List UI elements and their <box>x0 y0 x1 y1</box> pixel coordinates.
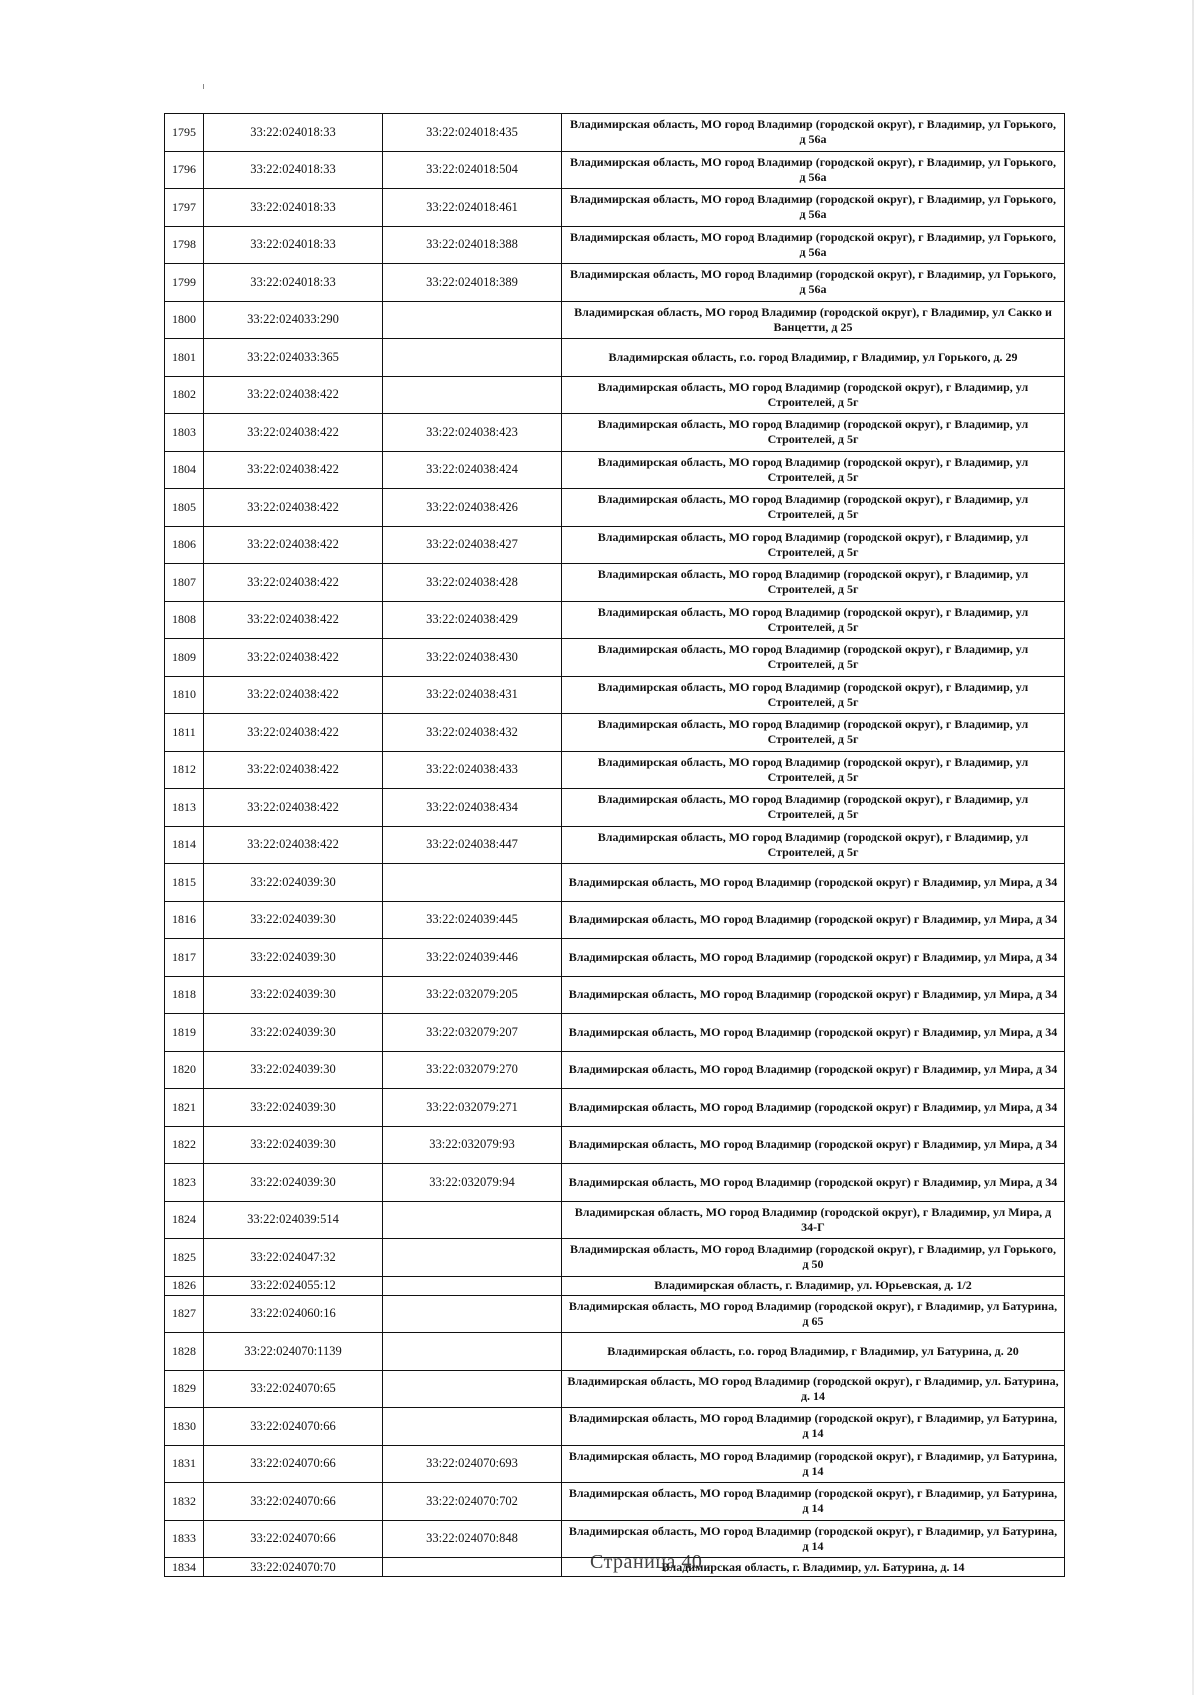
cadastral-number-cell: 33:22:024038:422 <box>204 826 383 864</box>
table-row <box>165 639 1065 677</box>
row-number-cell: 1802 <box>165 376 204 414</box>
cadastral-number-cell: 33:22:024038:422 <box>204 414 383 452</box>
object-number-cell: 33:22:032079:271 <box>383 1089 562 1127</box>
row-number-cell: 1834 <box>165 1558 204 1577</box>
table-row <box>165 751 1065 789</box>
table-row <box>165 601 1065 639</box>
object-number-cell <box>383 1201 562 1239</box>
cadastral-number-cell: 33:22:024039:30 <box>204 1051 383 1089</box>
object-number-cell: 33:22:024038:432 <box>383 714 562 752</box>
row-number-cell: 1826 <box>165 1276 204 1295</box>
address-cell: Владимирская область, г. Владимир, ул. Юрьевская, д. 1/2 <box>562 1276 1065 1295</box>
scan-mark <box>203 84 204 89</box>
row-number-cell: 1832 <box>165 1483 204 1521</box>
address-cell: Владимирская область, МО город Владимир (городской округ), г Владимир, ул Горького, д 56а <box>562 189 1065 227</box>
table-row <box>165 1408 1065 1446</box>
cadastral-number-cell: 33:22:024038:422 <box>204 751 383 789</box>
cadastral-number-cell: 33:22:024070:66 <box>204 1483 383 1521</box>
object-number-cell: 33:22:024018:389 <box>383 264 562 302</box>
table-row <box>165 489 1065 527</box>
table-row <box>165 1089 1065 1127</box>
table-row <box>165 1483 1065 1521</box>
table-row <box>165 826 1065 864</box>
address-cell: Владимирская область, МО город Владимир (городской округ), г Владимир, ул Строителей, д 5г <box>562 526 1065 564</box>
table-row <box>165 676 1065 714</box>
address-cell: Владимирская область, МО город Владимир (городской округ), г Владимир, ул Батурина, д 14 <box>562 1520 1065 1558</box>
object-number-cell <box>383 301 562 339</box>
table-row <box>165 789 1065 827</box>
address-cell: Владимирская область, МО город Владимир (городской округ), г Владимир, ул Строителей, д 5г <box>562 714 1065 752</box>
object-number-cell <box>383 1333 562 1371</box>
table-row <box>165 226 1065 264</box>
table-row <box>165 939 1065 977</box>
address-cell: Владимирская область, МО город Владимир (городской округ), г Владимир, ул Строителей, д 5г <box>562 489 1065 527</box>
object-number-cell: 33:22:032079:205 <box>383 976 562 1014</box>
cadastral-number-cell: 33:22:024039:30 <box>204 1126 383 1164</box>
address-cell: Владимирская область, МО город Владимир (городской округ), г Владимир, ул Горького, д 56а <box>562 264 1065 302</box>
row-number-cell: 1810 <box>165 676 204 714</box>
object-number-cell: 33:22:024039:446 <box>383 939 562 977</box>
object-number-cell: 33:22:024018:461 <box>383 189 562 227</box>
address-cell: Владимирская область, МО город Владимир (городской округ), г Владимир, ул Батурина, д 14 <box>562 1483 1065 1521</box>
object-number-cell: 33:22:024018:388 <box>383 226 562 264</box>
row-number-cell: 1813 <box>165 789 204 827</box>
scan-edge <box>1192 0 1194 1695</box>
cadastral-number-cell: 33:22:024039:30 <box>204 1089 383 1127</box>
object-number-cell: 33:22:024038:430 <box>383 639 562 677</box>
row-number-cell: 1827 <box>165 1295 204 1333</box>
table-row <box>165 1126 1065 1164</box>
address-cell: Владимирская область, МО город Владимир (городской округ), г Владимир, ул Батурина, д 14 <box>562 1408 1065 1446</box>
row-number-cell: 1821 <box>165 1089 204 1127</box>
table-row <box>165 1201 1065 1239</box>
table-row <box>165 1239 1065 1277</box>
row-number-cell: 1825 <box>165 1239 204 1277</box>
row-number-cell: 1816 <box>165 901 204 939</box>
address-cell: Владимирская область, МО город Владимир (городской округ) г Владимир, ул Мира, д 34 <box>562 864 1065 902</box>
object-number-cell: 33:22:024038:428 <box>383 564 562 602</box>
cadastral-number-cell: 33:22:024039:30 <box>204 939 383 977</box>
address-cell: Владимирская область, г.о. город Владимир, г Владимир, ул Батурина, д. 20 <box>562 1333 1065 1371</box>
row-number-cell: 1831 <box>165 1445 204 1483</box>
cadastral-number-cell: 33:22:024038:422 <box>204 789 383 827</box>
object-number-cell: 33:22:024038:424 <box>383 451 562 489</box>
cadastral-number-cell: 33:22:024070:1139 <box>204 1333 383 1371</box>
object-number-cell: 33:22:024070:848 <box>383 1520 562 1558</box>
table-row <box>165 189 1065 227</box>
address-cell: Владимирская область, МО город Владимир (городской округ), г Владимир, ул Горького, д 56а <box>562 114 1065 152</box>
cadastral-number-cell: 33:22:024070:65 <box>204 1370 383 1408</box>
cadastral-number-cell: 33:22:024070:70 <box>204 1558 383 1577</box>
cadastral-number-cell: 33:22:024060:16 <box>204 1295 383 1333</box>
address-cell: Владимирская область, МО город Владимир (городской округ), г Владимир, ул Строителей, д 5г <box>562 676 1065 714</box>
row-number-cell: 1830 <box>165 1408 204 1446</box>
cadastral-number-cell: 33:22:024038:422 <box>204 564 383 602</box>
row-number-cell: 1820 <box>165 1051 204 1089</box>
object-number-cell: 33:22:024038:423 <box>383 414 562 452</box>
row-number-cell: 1815 <box>165 864 204 902</box>
table-row <box>165 376 1065 414</box>
address-cell: Владимирская область, МО город Владимир (городской округ) г Владимир, ул Мира, д 34 <box>562 1089 1065 1127</box>
address-cell: Владимирская область, МО город Владимир (городской округ), г Владимир, ул Строителей, д 5г <box>562 826 1065 864</box>
address-cell: Владимирская область, МО город Владимир (городской округ), г Владимир, ул Горького, д 50 <box>562 1239 1065 1277</box>
cadastral-number-cell: 33:22:024039:30 <box>204 864 383 902</box>
cadastral-number-cell: 33:22:024038:422 <box>204 489 383 527</box>
row-number-cell: 1805 <box>165 489 204 527</box>
address-cell: Владимирская область, МО город Владимир (городской округ), г Владимир, ул Батурина, д 65 <box>562 1295 1065 1333</box>
row-number-cell: 1796 <box>165 151 204 189</box>
address-cell: Владимирская область, МО город Владимир (городской округ), г Владимир, ул Горького, д 56а <box>562 151 1065 189</box>
object-number-cell <box>383 1370 562 1408</box>
address-cell: Владимирская область, МО город Владимир (городской округ), г Владимир, ул Горького, д 56а <box>562 226 1065 264</box>
cadastral-number-cell: 33:22:024055:12 <box>204 1276 383 1295</box>
row-number-cell: 1806 <box>165 526 204 564</box>
row-number-cell: 1800 <box>165 301 204 339</box>
address-cell: Владимирская область, МО город Владимир (городской округ), г Владимир, ул Мира, д 34-Г <box>562 1201 1065 1239</box>
cadastral-number-cell: 33:22:024018:33 <box>204 264 383 302</box>
address-cell: Владимирская область, МО город Владимир (городской округ), г Владимир, ул Строителей, д 5г <box>562 376 1065 414</box>
row-number-cell: 1819 <box>165 1014 204 1052</box>
table-row <box>165 976 1065 1014</box>
object-number-cell: 33:22:032079:93 <box>383 1126 562 1164</box>
cadastral-number-cell: 33:22:024039:30 <box>204 901 383 939</box>
table-row <box>165 1333 1065 1371</box>
row-number-cell: 1811 <box>165 714 204 752</box>
table-row <box>165 264 1065 302</box>
object-number-cell <box>383 1276 562 1295</box>
address-cell: Владимирская область, МО город Владимир (городской округ) г Владимир, ул Мира, д 34 <box>562 939 1065 977</box>
object-number-cell <box>383 1408 562 1446</box>
address-cell: Владимирская область, МО город Владимир (городской округ) г Владимир, ул Мира, д 34 <box>562 901 1065 939</box>
row-number-cell: 1828 <box>165 1333 204 1371</box>
address-cell: Владимирская область, МО город Владимир (городской округ), г Владимир, ул. Батурина, д. 14 <box>562 1370 1065 1408</box>
row-number-cell: 1823 <box>165 1164 204 1202</box>
address-cell: Владимирская область, МО город Владимир (городской округ), г Владимир, ул Строителей, д 5г <box>562 789 1065 827</box>
row-number-cell: 1809 <box>165 639 204 677</box>
object-number-cell <box>383 864 562 902</box>
table-row <box>165 901 1065 939</box>
cadastral-number-cell: 33:22:024039:30 <box>204 1014 383 1052</box>
cadastral-number-cell: 33:22:024018:33 <box>204 189 383 227</box>
address-cell: Владимирская область, МО город Владимир (городской округ) г Владимир, ул Мира, д 34 <box>562 1014 1065 1052</box>
address-cell: Владимирская область, МО город Владимир (городской округ), г Владимир, ул Строителей, д 5г <box>562 414 1065 452</box>
row-number-cell: 1797 <box>165 189 204 227</box>
address-cell: Владимирская область, МО город Владимир (городской округ) г Владимир, ул Мира, д 34 <box>562 976 1065 1014</box>
cadastral-number-cell: 33:22:024018:33 <box>204 151 383 189</box>
cadastral-number-cell: 33:22:024039:30 <box>204 976 383 1014</box>
table-row <box>165 714 1065 752</box>
table-row <box>165 1014 1065 1052</box>
row-number-cell: 1822 <box>165 1126 204 1164</box>
address-cell: Владимирская область, МО город Владимир (городской округ), г Владимир, ул Строителей, д 5г <box>562 564 1065 602</box>
row-number-cell: 1807 <box>165 564 204 602</box>
object-number-cell: 33:22:024039:445 <box>383 901 562 939</box>
object-number-cell <box>383 1239 562 1277</box>
row-number-cell: 1814 <box>165 826 204 864</box>
object-number-cell: 33:22:024070:702 <box>383 1483 562 1521</box>
object-number-cell: 33:22:024018:435 <box>383 114 562 152</box>
table-row <box>165 564 1065 602</box>
row-number-cell: 1833 <box>165 1520 204 1558</box>
row-number-cell: 1818 <box>165 976 204 1014</box>
cadastral-number-cell: 33:22:024038:422 <box>204 714 383 752</box>
object-number-cell <box>383 1558 562 1577</box>
address-cell: Владимирская область, МО город Владимир (городской округ), г Владимир, ул Строителей, д 5г <box>562 451 1065 489</box>
table-row <box>165 1164 1065 1202</box>
row-number-cell: 1798 <box>165 226 204 264</box>
property-registry-table <box>164 113 1065 1577</box>
object-number-cell: 33:22:032079:270 <box>383 1051 562 1089</box>
cadastral-number-cell: 33:22:024047:32 <box>204 1239 383 1277</box>
page-number: Страница 40 <box>590 1551 703 1573</box>
address-cell: Владимирская область, МО город Владимир (городской округ), г Владимир, ул Строителей, д 5г <box>562 751 1065 789</box>
table-row <box>165 1051 1065 1089</box>
object-number-cell <box>383 339 562 377</box>
table-body <box>165 114 1065 1577</box>
cadastral-number-cell: 33:22:024033:290 <box>204 301 383 339</box>
row-number-cell: 1808 <box>165 601 204 639</box>
address-cell: Владимирская область, г.о. город Владимир, г Владимир, ул Горького, д. 29 <box>562 339 1065 377</box>
table-row <box>165 1276 1065 1295</box>
table-row <box>165 339 1065 377</box>
object-number-cell: 33:22:032079:207 <box>383 1014 562 1052</box>
object-number-cell: 33:22:024038:431 <box>383 676 562 714</box>
cadastral-number-cell: 33:22:024038:422 <box>204 601 383 639</box>
cadastral-number-cell: 33:22:024039:30 <box>204 1164 383 1202</box>
object-number-cell <box>383 1295 562 1333</box>
table-row <box>165 451 1065 489</box>
cadastral-number-cell: 33:22:024070:66 <box>204 1520 383 1558</box>
object-number-cell: 33:22:024018:504 <box>383 151 562 189</box>
address-cell: Владимирская область, МО город Владимир (городской округ) г Владимир, ул Мира, д 34 <box>562 1164 1065 1202</box>
row-number-cell: 1824 <box>165 1201 204 1239</box>
object-number-cell: 33:22:024038:434 <box>383 789 562 827</box>
table-row <box>165 114 1065 152</box>
object-number-cell: 33:22:024038:429 <box>383 601 562 639</box>
row-number-cell: 1812 <box>165 751 204 789</box>
cadastral-number-cell: 33:22:024038:422 <box>204 451 383 489</box>
table-row <box>165 1445 1065 1483</box>
table-row <box>165 151 1065 189</box>
row-number-cell: 1817 <box>165 939 204 977</box>
row-number-cell: 1799 <box>165 264 204 302</box>
row-number-cell: 1829 <box>165 1370 204 1408</box>
address-cell: Владимирская область, МО город Владимир (городской округ), г Владимир, ул Батурина, д 14 <box>562 1445 1065 1483</box>
cadastral-number-cell: 33:22:024070:66 <box>204 1445 383 1483</box>
row-number-cell: 1804 <box>165 451 204 489</box>
address-cell: Владимирская область, МО город Владимир (городской округ), г Владимир, ул Строителей, д 5г <box>562 601 1065 639</box>
address-cell: Владимирская область, МО город Владимир (городской округ), г Владимир, ул Строителей, д 5г <box>562 639 1065 677</box>
object-number-cell: 33:22:024038:447 <box>383 826 562 864</box>
table-row <box>165 526 1065 564</box>
object-number-cell: 33:22:032079:94 <box>383 1164 562 1202</box>
cadastral-number-cell: 33:22:024070:66 <box>204 1408 383 1446</box>
object-number-cell: 33:22:024038:426 <box>383 489 562 527</box>
cadastral-number-cell: 33:22:024039:514 <box>204 1201 383 1239</box>
address-cell: Владимирская область, МО город Владимир (городской округ) г Владимир, ул Мира, д 34 <box>562 1126 1065 1164</box>
cadastral-number-cell: 33:22:024038:422 <box>204 376 383 414</box>
address-cell: Владимирская область, г. Владимир, ул. Батурина, д. 14 <box>562 1558 1065 1577</box>
object-number-cell: 33:22:024070:693 <box>383 1445 562 1483</box>
object-number-cell: 33:22:024038:427 <box>383 526 562 564</box>
table-row <box>165 301 1065 339</box>
row-number-cell: 1795 <box>165 114 204 152</box>
row-number-cell: 1803 <box>165 414 204 452</box>
object-number-cell: 33:22:024038:433 <box>383 751 562 789</box>
cadastral-number-cell: 33:22:024018:33 <box>204 114 383 152</box>
table-row <box>165 864 1065 902</box>
table-row <box>165 1370 1065 1408</box>
cadastral-number-cell: 33:22:024033:365 <box>204 339 383 377</box>
table-row <box>165 414 1065 452</box>
table-row <box>165 1295 1065 1333</box>
cadastral-number-cell: 33:22:024018:33 <box>204 226 383 264</box>
cadastral-number-cell: 33:22:024038:422 <box>204 676 383 714</box>
address-cell: Владимирская область, МО город Владимир (городской округ) г Владимир, ул Мира, д 34 <box>562 1051 1065 1089</box>
row-number-cell: 1801 <box>165 339 204 377</box>
cadastral-number-cell: 33:22:024038:422 <box>204 526 383 564</box>
cadastral-number-cell: 33:22:024038:422 <box>204 639 383 677</box>
object-number-cell <box>383 376 562 414</box>
address-cell: Владимирская область, МО город Владимир (городской округ), г Владимир, ул Сакко и Ванцетти, д 25 <box>562 301 1065 339</box>
